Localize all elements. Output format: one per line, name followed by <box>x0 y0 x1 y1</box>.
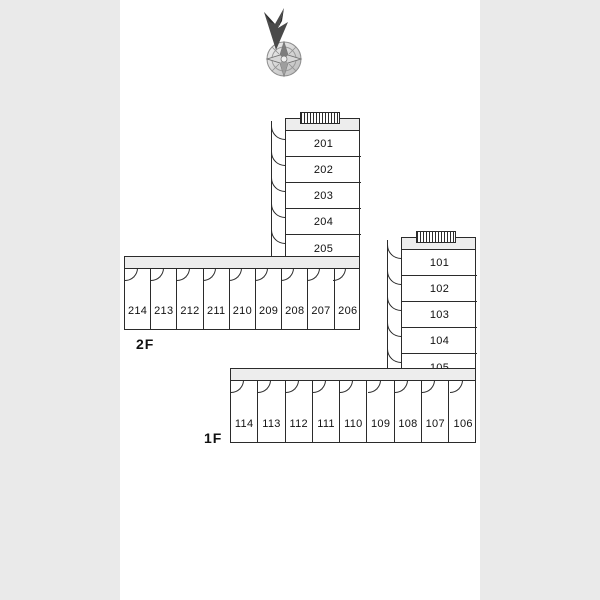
unit-label: 106 <box>453 418 473 430</box>
floor-label-1f: 1F <box>204 430 223 446</box>
unit-label: 108 <box>398 418 418 430</box>
door-icon <box>387 271 401 285</box>
unit-label: 112 <box>289 418 308 430</box>
unit-label: 114 <box>234 418 254 430</box>
unit-label: 101 <box>429 257 450 269</box>
unit-label: 206 <box>338 305 358 317</box>
door-icon <box>271 230 285 244</box>
unit-cell[interactable] <box>402 328 477 354</box>
door-icon <box>271 126 285 140</box>
unit-label: 205 <box>313 243 334 255</box>
unit-label: 213 <box>154 305 174 317</box>
unit-label: 102 <box>429 283 450 295</box>
unit-label: 110 <box>344 418 363 430</box>
east-tower-1f-block <box>401 237 476 382</box>
unit-label: 103 <box>429 309 450 321</box>
door-icon <box>387 245 401 259</box>
unit-label: 203 <box>313 190 334 202</box>
unit-cell[interactable] <box>286 131 361 157</box>
unit-label: 111 <box>317 418 335 430</box>
door-icon <box>387 323 401 337</box>
floorplan-canvas <box>120 0 480 600</box>
door-icon <box>387 349 401 363</box>
unit-label: 210 <box>232 305 253 317</box>
corridor-line <box>271 121 272 263</box>
door-icon <box>271 152 285 166</box>
floor-label-2f: 2F <box>136 336 155 352</box>
unit-label: 201 <box>313 138 334 150</box>
unit-cell[interactable] <box>402 276 477 302</box>
unit-label: 208 <box>285 305 305 317</box>
stair-icon-1f-tower <box>416 231 456 243</box>
unit-label: 214 <box>127 305 148 317</box>
unit-label: 107 <box>425 418 445 430</box>
unit-cell[interactable] <box>286 209 361 235</box>
north-arrow-icon <box>254 4 320 84</box>
unit-cell[interactable] <box>286 157 361 183</box>
stair-icon-2f-tower <box>300 112 340 124</box>
unit-label: 212 <box>180 305 200 317</box>
door-icon <box>387 297 401 311</box>
unit-label: 209 <box>258 305 279 317</box>
unit-label: 113 <box>262 418 281 430</box>
unit-label: 109 <box>371 418 391 430</box>
unit-label: 202 <box>313 164 334 176</box>
unit-label: 211 <box>206 305 226 317</box>
unit-cell[interactable] <box>286 183 361 209</box>
corridor-line <box>387 240 388 382</box>
unit-cell[interactable] <box>402 250 477 276</box>
unit-cell[interactable] <box>402 302 477 328</box>
north-tower-2f-block <box>285 118 360 263</box>
unit-label: 104 <box>429 335 450 347</box>
door-icon <box>271 204 285 218</box>
unit-label: 204 <box>313 216 334 228</box>
door-icon <box>271 178 285 192</box>
unit-label: 207 <box>311 305 331 317</box>
